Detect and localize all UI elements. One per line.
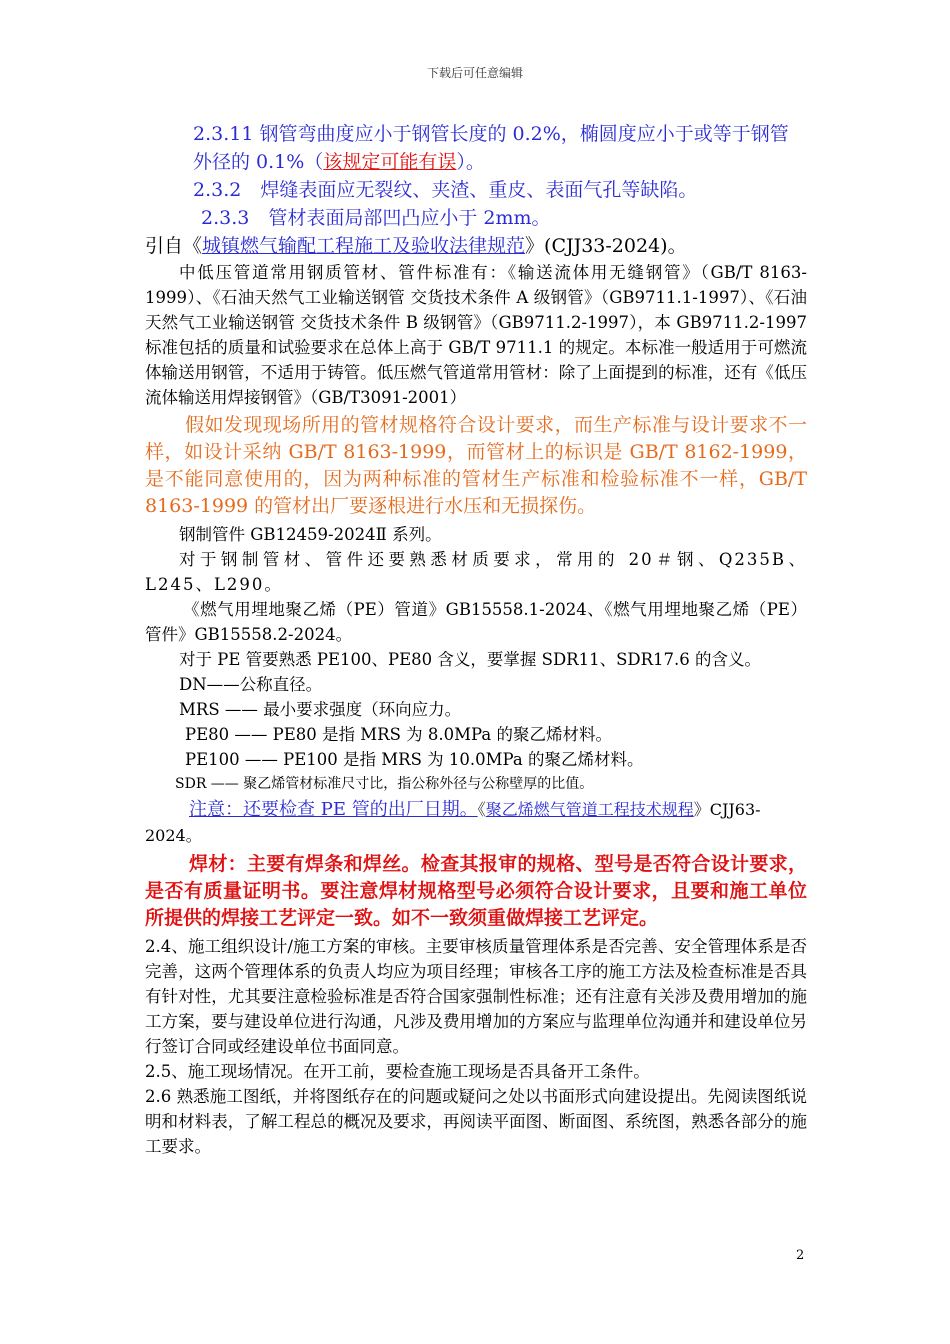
pe-requirements: 对于 PE 管要熟悉 PE100、PE80 含义，要掌握 SDR11、SDR17.6 的含义。 (179, 650, 762, 669)
clause-number: 2.3.11 (193, 123, 254, 145)
welding-material-paragraph: 焊材：主要有焊条和焊丝。检查其报审的规格、型号是否符合设计要求，是否有质量证明书。要注意焊材规格型号必须符合设计要求，且要和施工单位所提供的焊接工艺评定一致。如不一致须重做焊接工艺评定。 (145, 852, 807, 929)
note-link[interactable]: 该规定可能有误 (323, 151, 457, 173)
clause-2-3-11 (145, 120, 807, 176)
pe100-definition: PE100 —— PE100 是指 MRS 为 10.0MPa 的聚乙烯材料。 (185, 750, 644, 769)
clause-2-3-3: 2.3.3 管材表面局部凹凸应小于 2mm。 (201, 207, 551, 229)
clause-text: 钢管弯曲度应小于钢管长度的 0.2%，椭圆度应小于或等于钢管外径的 0.1%（ (193, 123, 789, 173)
mrs-definition: MRS —— 最小要求强度（环向应力。 (179, 700, 462, 719)
section-2-5: 2.5、施工现场情况。在开工前，要检查施工现场是否具备开工条件。 (145, 1061, 650, 1081)
material-requirements: 对于钢制管材、管件还要熟悉材质要求，常用的 20＃钢、Q235B、L245、L290。 (145, 550, 807, 594)
steel-standards-paragraph: 中低压管道常用钢质管材、管件标准有：《输送流体用无缝钢管》（GB/T 8163-1999）、《石油天然气工业输送钢管 交货技术条件 A 级钢管》（GB9711.1-1997）、《石油天然气工业输送钢管 交货技术条件 B 级钢管》（GB9711.2-1997），本 GB9711.2-1997 标准包括的质量和试验要求在总体上高于 GB/T 9711.1 的规定。本标准一般适用于可燃流体输送用钢管，不适用于铸管。低压燃气管道常用管材：除了上面提到的标准，还有《低压流体输送用焊接钢管》（GB/T3091-2001） (145, 263, 807, 407)
page-number: 2 (796, 1248, 805, 1263)
section-2-6: 2.6 熟悉施工图纸，并将图纸存在的问题或疑问之处以书面形式向建设提出。先阅读图纸说明和材料表，了解工程总的概况及要求，再阅读平面图、断面图、系统图，熟悉各部分的施工要求。 (145, 1086, 807, 1156)
pe-standards: 《燃气用埋地聚乙烯（PE）管道》GB15558.1-2024、《燃气用埋地聚乙烯（PE）管件》GB15558.2-2024。 (145, 600, 807, 644)
pe-regulation-link[interactable]: 聚乙烯燃气管道工程技术规程 (485, 799, 694, 819)
clause-2-3-2: 2.3.2 焊缝表面应无裂纹、夹渣、重皮、表面气孔等缺陷。 (193, 179, 698, 201)
section-2-4: 2.4、施工组织设计/施工方案的审核。主要审核质量管理体系是否完善、安全管理体系是否完善，这两个管理体系的负责人均应为项目经理；审核各工序的施工方法及检查标准是否具有针对性，尤其要注意检验标准是否符合国家强制性标准；还有注意有关涉及费用增加的施工方案，要与建设单位进行沟通，凡涉及费用增加的方案应与监理单位沟通并和建设单位另行签订合同或经建设单位书面同意。 (145, 936, 807, 1056)
pe80-definition: PE80 —— PE80 是指 MRS 为 8.0MPa 的聚乙烯材料。 (185, 725, 612, 744)
standard-mismatch-paragraph: 假如发现现场所用的管材规格符合设计要求，而生产标准与设计要求不一样，如设计采纳 GB/T 8163-1999，而管材上的标识是 GB/T 8162-1999，是不能同意使用的，因为两种标准的管材生产标准和检验标准不一样，GB/T 8163-1999 的管材出厂要逐根进行水压和无损探伤。 (145, 414, 807, 517)
clause-text-end: ）。 (456, 151, 485, 173)
pe-date-note: 注意：还要检查 PE 管的出厂日期。《聚乙烯燃气管道工程技术规程》CJJ63-2024。 (145, 798, 761, 845)
dn-definition: DN——公称直径。 (179, 675, 323, 694)
fittings-standard: 钢制管件 GB12459-2024Ⅱ 系列。 (179, 525, 442, 544)
page-header: 下载后可任意编辑 (426, 66, 523, 80)
pe-date-link[interactable]: 注意：还要检查 PE 管的出厂日期。 (189, 798, 478, 820)
regulation-link[interactable]: 城镇燃气输配工程施工及验收法律规范 (202, 235, 526, 257)
document-body (145, 120, 807, 1159)
sdr-definition: SDR —— 聚乙烯管材标准尺寸比，指公称外径与公称壁厚的比值。 (175, 776, 594, 792)
citation-line: 引自《城镇燃气输配工程施工及验收法律规范》(CJJ33-2024)。 (145, 235, 687, 257)
